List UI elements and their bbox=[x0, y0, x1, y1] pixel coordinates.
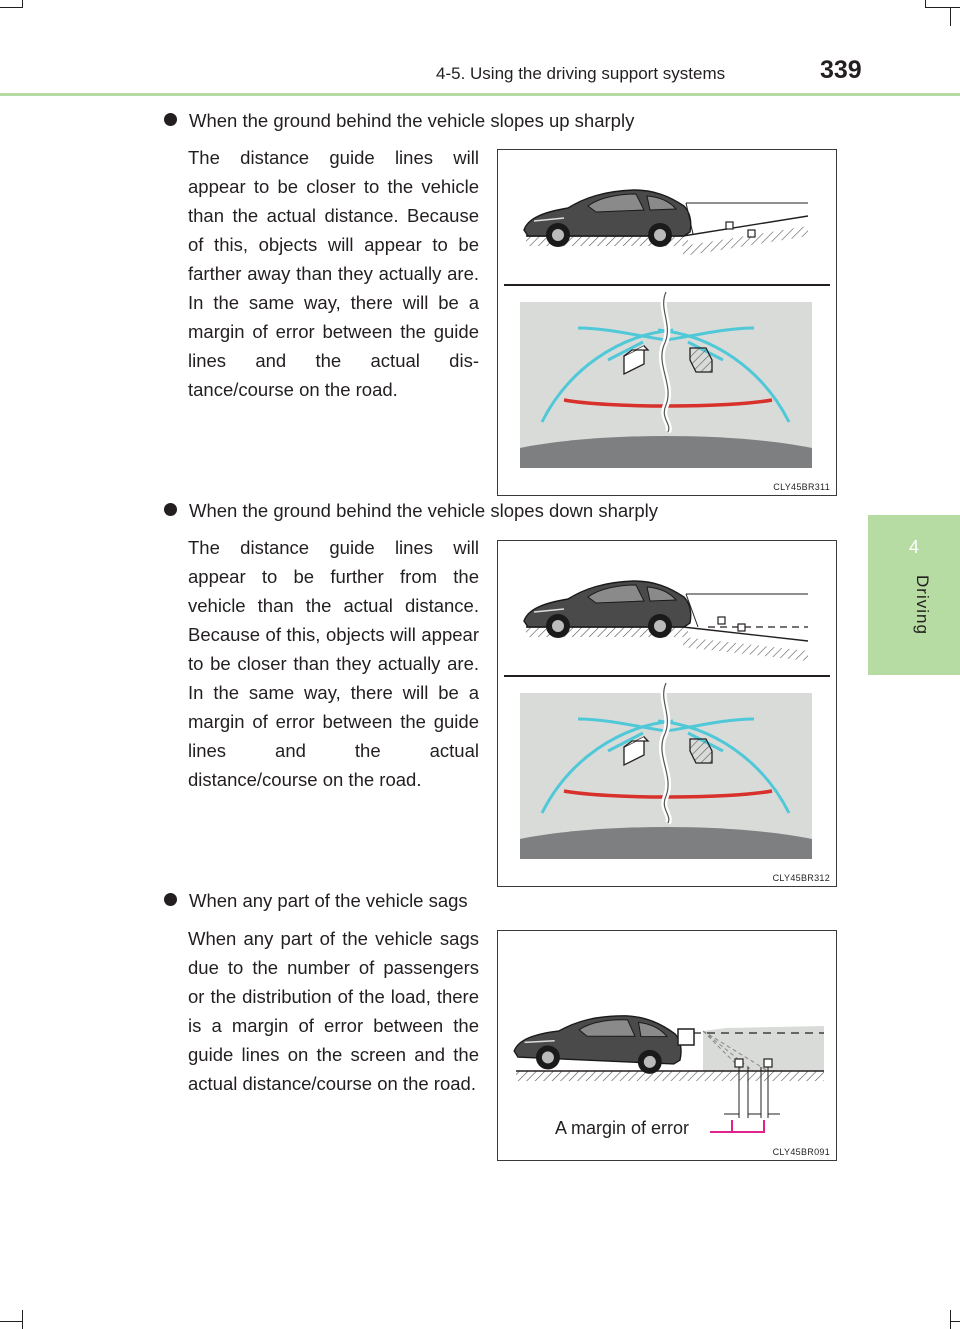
bullet-icon bbox=[164, 503, 177, 516]
header-rule bbox=[0, 93, 960, 96]
figure-vehicle-sags bbox=[497, 930, 837, 1161]
body-vehicle-sags: When any part of the vehicle sags due to the number of passengers or the distribution of the load, there is a margin of error between the guide lines on the screen and the actual distance/course on the road. bbox=[188, 928, 479, 1094]
bullet-icon bbox=[164, 113, 177, 126]
body-slope-up: The distance guide lines will appear to be closer to the vehicle than the actual distance. Because of this, objects will appear to be farther away than they actually are. In the same way, there will be a margin of error between the guide lines and the actual dis- tance/course on the road. bbox=[188, 147, 479, 400]
figure-slope-up bbox=[497, 149, 837, 496]
bullet-heading-slope-down bbox=[164, 499, 658, 523]
crop-mark bbox=[0, 1321, 22, 1322]
figure-code: CLY45BR091 bbox=[772, 1147, 830, 1157]
section-title: 4-5. Using the driving support systems bbox=[436, 64, 726, 83]
chapter-number: 4 bbox=[908, 537, 919, 557]
figure-code: CLY45BR312 bbox=[772, 873, 830, 883]
crop-mark bbox=[950, 1321, 960, 1322]
crop-mark bbox=[950, 1310, 951, 1329]
heading-text: When any part of the vehicle sags bbox=[189, 890, 468, 911]
figure-code: CLY45BR311 bbox=[773, 482, 830, 492]
figure-slope-down bbox=[497, 540, 837, 887]
bullet-heading-vehicle-sags bbox=[164, 889, 468, 913]
body-slope-down: The distance guide lines will appear to be further from the vehicle than the actual distance. Because of this, objects will appear to be closer than they actually are. In the same way, there will be a margin of error between the guide lines and the actual distance/course on the road. bbox=[188, 537, 479, 790]
heading-text: When the ground behind the vehicle slopes up sharply bbox=[189, 110, 635, 131]
figure-label-margin-of-error: A margin of error bbox=[555, 1118, 690, 1138]
chapter-label: Driving bbox=[913, 575, 932, 635]
page-number: 339 bbox=[820, 56, 862, 84]
crop-mark bbox=[925, 0, 926, 8]
bullet-icon bbox=[164, 893, 177, 906]
crop-mark bbox=[925, 7, 960, 8]
crop-mark bbox=[22, 1310, 23, 1329]
heading-text: When the ground behind the vehicle slopes down sharply bbox=[189, 500, 658, 521]
crop-mark bbox=[0, 7, 22, 8]
bullet-heading-slope-up bbox=[164, 109, 634, 133]
crop-mark bbox=[950, 8, 951, 26]
crop-mark bbox=[22, 0, 23, 8]
chapter-tab bbox=[868, 515, 960, 675]
